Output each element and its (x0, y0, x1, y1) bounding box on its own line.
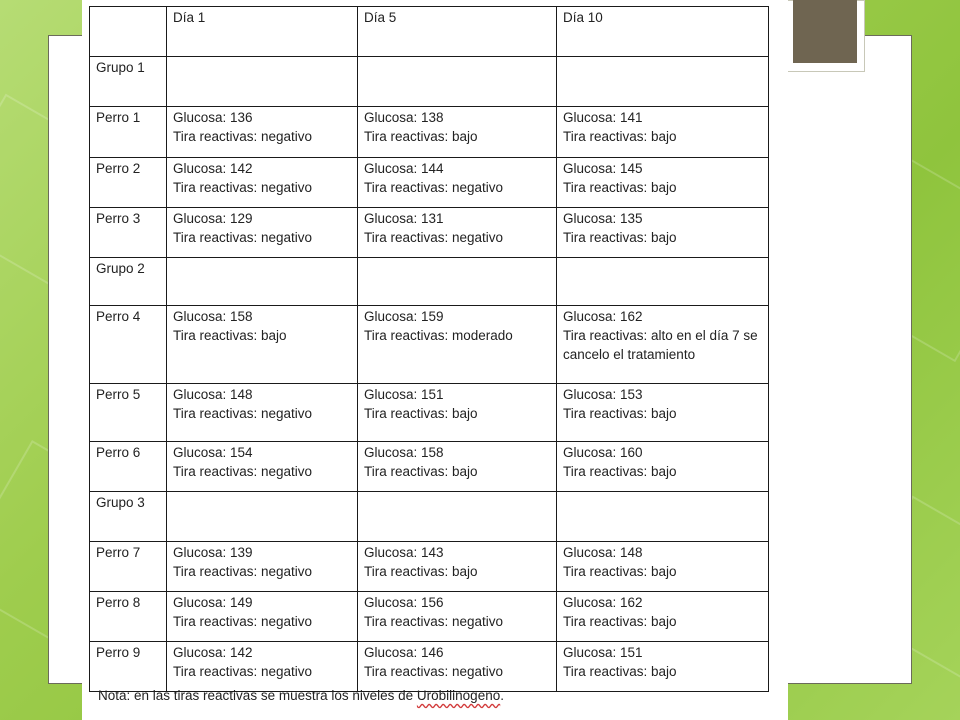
results-table (89, 6, 769, 692)
footnote (98, 688, 504, 703)
glucose-value: Glucosa: 129 (173, 211, 253, 226)
glucose-value: Glucosa: 138 (364, 110, 444, 125)
glucose-value: Glucosa: 151 (563, 645, 643, 660)
strip-result: Tira reactivas: negativo (173, 129, 313, 144)
header-cell: Día 1 (167, 7, 358, 57)
strip-result: Tira reactivas: bajo (173, 328, 287, 343)
footnote-text: Nota: en las tiras reactivas se muestra los niveles de (98, 688, 417, 703)
glucose-value: Glucosa: 131 (364, 211, 444, 226)
header-cell (90, 7, 167, 57)
result-cell (358, 57, 557, 107)
result-cell (557, 306, 769, 384)
strip-result: Tira reactivas: negativo (173, 230, 313, 245)
result-cell (167, 107, 358, 158)
table-row (90, 642, 769, 692)
row-label: Perro 1 (90, 107, 167, 158)
result-cell (167, 258, 358, 306)
result-cell (358, 158, 557, 208)
glucose-value: Glucosa: 162 (563, 309, 643, 324)
result-cell (167, 492, 358, 542)
header-row (90, 7, 769, 57)
result-cell (167, 384, 358, 442)
result-cell (557, 384, 769, 442)
result-cell (557, 107, 769, 158)
glucose-value: Glucosa: 136 (173, 110, 253, 125)
row-label: Perro 9 (90, 642, 167, 692)
result-cell (358, 258, 557, 306)
row-label: Perro 6 (90, 442, 167, 492)
strip-result: Tira reactivas: bajo (563, 406, 677, 421)
strip-result: Tira reactivas: bajo (364, 129, 478, 144)
table-row (90, 542, 769, 592)
result-cell (167, 57, 358, 107)
glucose-value: Glucosa: 151 (364, 387, 444, 402)
strip-result: Tira reactivas: negativo (364, 180, 504, 195)
row-label: Perro 8 (90, 592, 167, 642)
strip-result: Tira reactivas: negativo (173, 406, 313, 421)
result-cell (358, 306, 557, 384)
result-cell (358, 208, 557, 258)
row-label: Grupo 3 (90, 492, 167, 542)
glucose-value: Glucosa: 154 (173, 445, 253, 460)
row-label: Perro 2 (90, 158, 167, 208)
glucose-value: Glucosa: 153 (563, 387, 643, 402)
footnote-term: Urobilinogeno (416, 688, 501, 703)
row-label: Perro 7 (90, 542, 167, 592)
strip-result: Tira reactivas: bajo (563, 230, 677, 245)
strip-result: Tira reactivas: alto en el día 7 se cancelo el tratamiento (563, 328, 758, 362)
result-cell (557, 158, 769, 208)
accent-block (793, 0, 857, 63)
glucose-value: Glucosa: 143 (364, 545, 444, 560)
strip-result: Tira reactivas: bajo (563, 180, 677, 195)
glucose-value: Glucosa: 141 (563, 110, 643, 125)
row-label: Perro 3 (90, 208, 167, 258)
result-cell (358, 492, 557, 542)
table-row (90, 592, 769, 642)
glucose-value: Glucosa: 142 (173, 645, 253, 660)
result-cell (358, 642, 557, 692)
row-label: Perro 4 (90, 306, 167, 384)
glucose-value: Glucosa: 162 (563, 595, 643, 610)
table-row (90, 442, 769, 492)
strip-result: Tira reactivas: negativo (364, 664, 504, 679)
result-cell (167, 442, 358, 492)
group-row (90, 57, 769, 107)
glucose-value: Glucosa: 139 (173, 545, 253, 560)
row-label: Grupo 2 (90, 258, 167, 306)
result-cell (167, 208, 358, 258)
glucose-value: Glucosa: 142 (173, 161, 253, 176)
glucose-value: Glucosa: 148 (563, 545, 643, 560)
row-label: Perro 5 (90, 384, 167, 442)
group-row (90, 492, 769, 542)
header-cell: Día 5 (358, 7, 557, 57)
result-cell (358, 107, 557, 158)
strip-result: Tira reactivas: negativo (173, 464, 313, 479)
result-cell (557, 57, 769, 107)
glucose-value: Glucosa: 148 (173, 387, 253, 402)
strip-result: Tira reactivas: bajo (563, 464, 677, 479)
table-row (90, 158, 769, 208)
table-row (90, 384, 769, 442)
glucose-value: Glucosa: 159 (364, 309, 444, 324)
result-cell (358, 442, 557, 492)
strip-result: Tira reactivas: bajo (364, 464, 478, 479)
footnote-end: . (500, 688, 504, 703)
strip-result: Tira reactivas: bajo (364, 564, 478, 579)
glucose-value: Glucosa: 158 (364, 445, 444, 460)
strip-result: Tira reactivas: negativo (364, 614, 504, 629)
glucose-value: Glucosa: 158 (173, 309, 253, 324)
strip-result: Tira reactivas: bajo (364, 406, 478, 421)
strip-result: Tira reactivas: bajo (563, 564, 677, 579)
result-cell (557, 642, 769, 692)
result-cell (557, 258, 769, 306)
row-label: Grupo 1 (90, 57, 167, 107)
result-cell (557, 442, 769, 492)
strip-result: Tira reactivas: moderado (364, 328, 513, 343)
strip-result: Tira reactivas: negativo (173, 180, 313, 195)
glucose-value: Glucosa: 135 (563, 211, 643, 226)
strip-result: Tira reactivas: bajo (563, 614, 677, 629)
strip-result: Tira reactivas: negativo (173, 664, 313, 679)
table-row (90, 107, 769, 158)
result-cell (358, 384, 557, 442)
glucose-value: Glucosa: 144 (364, 161, 444, 176)
result-cell (358, 592, 557, 642)
document-image (82, 0, 788, 720)
strip-result: Tira reactivas: bajo (563, 664, 677, 679)
group-row (90, 258, 769, 306)
result-cell (557, 592, 769, 642)
result-cell (557, 492, 769, 542)
glucose-value: Glucosa: 146 (364, 645, 444, 660)
table-row (90, 208, 769, 258)
strip-result: Tira reactivas: negativo (173, 564, 313, 579)
strip-result: Tira reactivas: negativo (173, 614, 313, 629)
result-cell (167, 642, 358, 692)
result-cell (167, 542, 358, 592)
glucose-value: Glucosa: 156 (364, 595, 444, 610)
glucose-value: Glucosa: 145 (563, 161, 643, 176)
glucose-value: Glucosa: 160 (563, 445, 643, 460)
result-cell (557, 208, 769, 258)
result-cell (557, 542, 769, 592)
result-cell (167, 158, 358, 208)
header-cell: Día 10 (557, 7, 769, 57)
result-cell (167, 592, 358, 642)
table-row (90, 306, 769, 384)
strip-result: Tira reactivas: bajo (563, 129, 677, 144)
strip-result: Tira reactivas: negativo (364, 230, 504, 245)
result-cell (167, 306, 358, 384)
glucose-value: Glucosa: 149 (173, 595, 253, 610)
result-cell (358, 542, 557, 592)
